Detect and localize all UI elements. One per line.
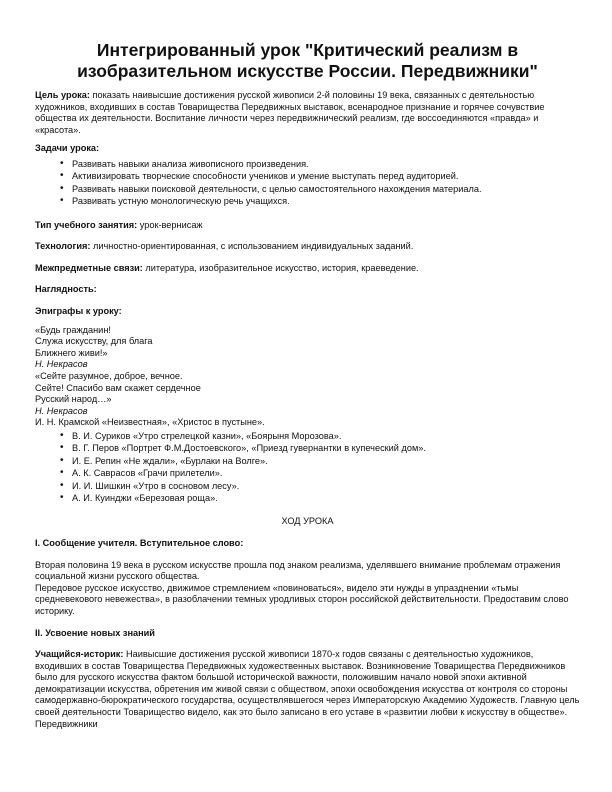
list-item: • И. Е. Репин «Не ждали», «Бурлаки на Волге». xyxy=(72,455,580,467)
section1-heading: I. Сообщение учителя. Вступительное слово: xyxy=(35,537,244,548)
list-item: • И. И. Шишкин «Утро в сосновом лесу». xyxy=(72,480,580,492)
goal-text: показать наивысшие достижения русской живописи 2-й половины 19 века, связанных с деятельностью художников, входивших в состав Товарищества Передвижных выставок, всенародное признание и горячее сочувствие общества их деятельности. Воспитание личности через передвижнический реализм, где воссоединяются «правда» и «красота». xyxy=(35,90,545,135)
lesson-type xyxy=(35,220,580,232)
lesson-type-text: урок-вернисаж xyxy=(137,219,203,230)
goal-label: Цель урока: xyxy=(35,90,90,100)
paintings-list xyxy=(35,430,580,504)
section1-paragraph: Передовое русское искусство, движимое стремлением «повиноваться», видело эти нужды в упразднении «тьмы средневекового невежества», в разоблачении темных уродливых сторон российской действительности. Предоставим слово историку. xyxy=(35,582,569,616)
section1-paragraph: Вторая половина 19 века в русском искусстве прошла под знаком реализма, уделявшего внимание проблемам отражения социальной жизни русского общества. xyxy=(35,559,561,582)
list-item: • Активизировать творческие способности учеников и умение выступать перед аудиторией. xyxy=(72,170,580,182)
list-item: • В. И. Суриков «Утро стрелецкой казни», «Боярыня Морозова». xyxy=(72,430,580,442)
tasks-heading: Задачи урока: xyxy=(35,143,100,154)
list-item: • А. К. Саврасов «Грачи прилетели». xyxy=(72,467,580,479)
epigraph-line: Служа искусству, для блага xyxy=(35,336,153,347)
epigraph-line: Русский народ…» xyxy=(35,394,112,405)
list-item: • В. Г. Перов «Портрет Ф.М.Достоевского», «Приезд гувернантки в купеческий дом». xyxy=(72,442,580,454)
links-label: Межпредметные связи: xyxy=(35,262,143,273)
technology-text: личностно-ориентированная, с использованием индивидуальных заданий. xyxy=(90,241,414,252)
list-item: • Развивать устную монологическую речь учащихся. xyxy=(72,195,580,207)
kramskoy-line: И. Н. Крамской «Неизвестная», «Христос в пустыне». xyxy=(35,417,265,428)
epigraph-line: Ближнего живи!» xyxy=(35,347,108,358)
interdisciplinary-links xyxy=(35,263,580,275)
links-text: литература, изобразительное искусство, история, краеведение. xyxy=(142,262,419,273)
epigraph-line: «Сейте разумное, доброе, вечное. xyxy=(35,370,183,381)
lesson-goal xyxy=(35,90,580,136)
epigraph-author: Н. Некрасов xyxy=(35,405,88,416)
document-page xyxy=(35,40,580,730)
epigraph-author: Н. Некрасов xyxy=(35,359,88,370)
visual-aids-heading: Наглядность: xyxy=(35,284,97,295)
technology-label: Технология: xyxy=(35,241,91,252)
list-item: • Развивать навыки поисковой деятельности, с целью самостоятельного нахождения материала. xyxy=(72,183,580,195)
epigraphs-block xyxy=(35,325,580,429)
speaker-label: Учащийся-историк: xyxy=(35,649,124,660)
section2-heading: II. Усвоение новых знаний xyxy=(35,627,155,638)
tasks-list xyxy=(35,158,580,208)
list-item: • А. И. Куинджи «Березовая роща». xyxy=(72,492,580,504)
section2-paragraph xyxy=(35,649,580,730)
epigraph-line: «Будь гражданин! xyxy=(35,324,111,335)
lesson-type-label: Тип учебного занятия: xyxy=(35,219,138,230)
technology xyxy=(35,241,580,253)
page-title: Интегрированный урок "Критический реализм в изобразительном искусстве России. Передвижники" xyxy=(77,40,538,81)
course-heading: ХОД УРОКА xyxy=(281,516,334,527)
section2-text: Наивысшие достижения русской живописи 1870-х годов связаны с деятельностью художников, входивших в состав Товарищества Передвижных художественных выставок. Возникновение Товарищества Передвижников было для русского искусства фактом большой исторической важности, положившим начало новой эпохи активной демократизации искусства, обретения им живой связи с обществом, эпохи освобождения искусства от контроля со стороны самодержавно-бюрократического государства, осуществлявшегося через Императорскую Академию Художеств. Главную цель своей деятельности Товарищество видело, как это было записано в его уставе в «развитии любви к искусству в обществе». Передвижники xyxy=(35,649,580,729)
list-item: • Развивать навыки анализа живописного произведения. xyxy=(72,158,580,170)
epigraphs-heading: Эпиграфы к уроку: xyxy=(35,305,122,316)
epigraph-line: Сейте! Спасибо вам скажет сердечное xyxy=(35,382,201,393)
